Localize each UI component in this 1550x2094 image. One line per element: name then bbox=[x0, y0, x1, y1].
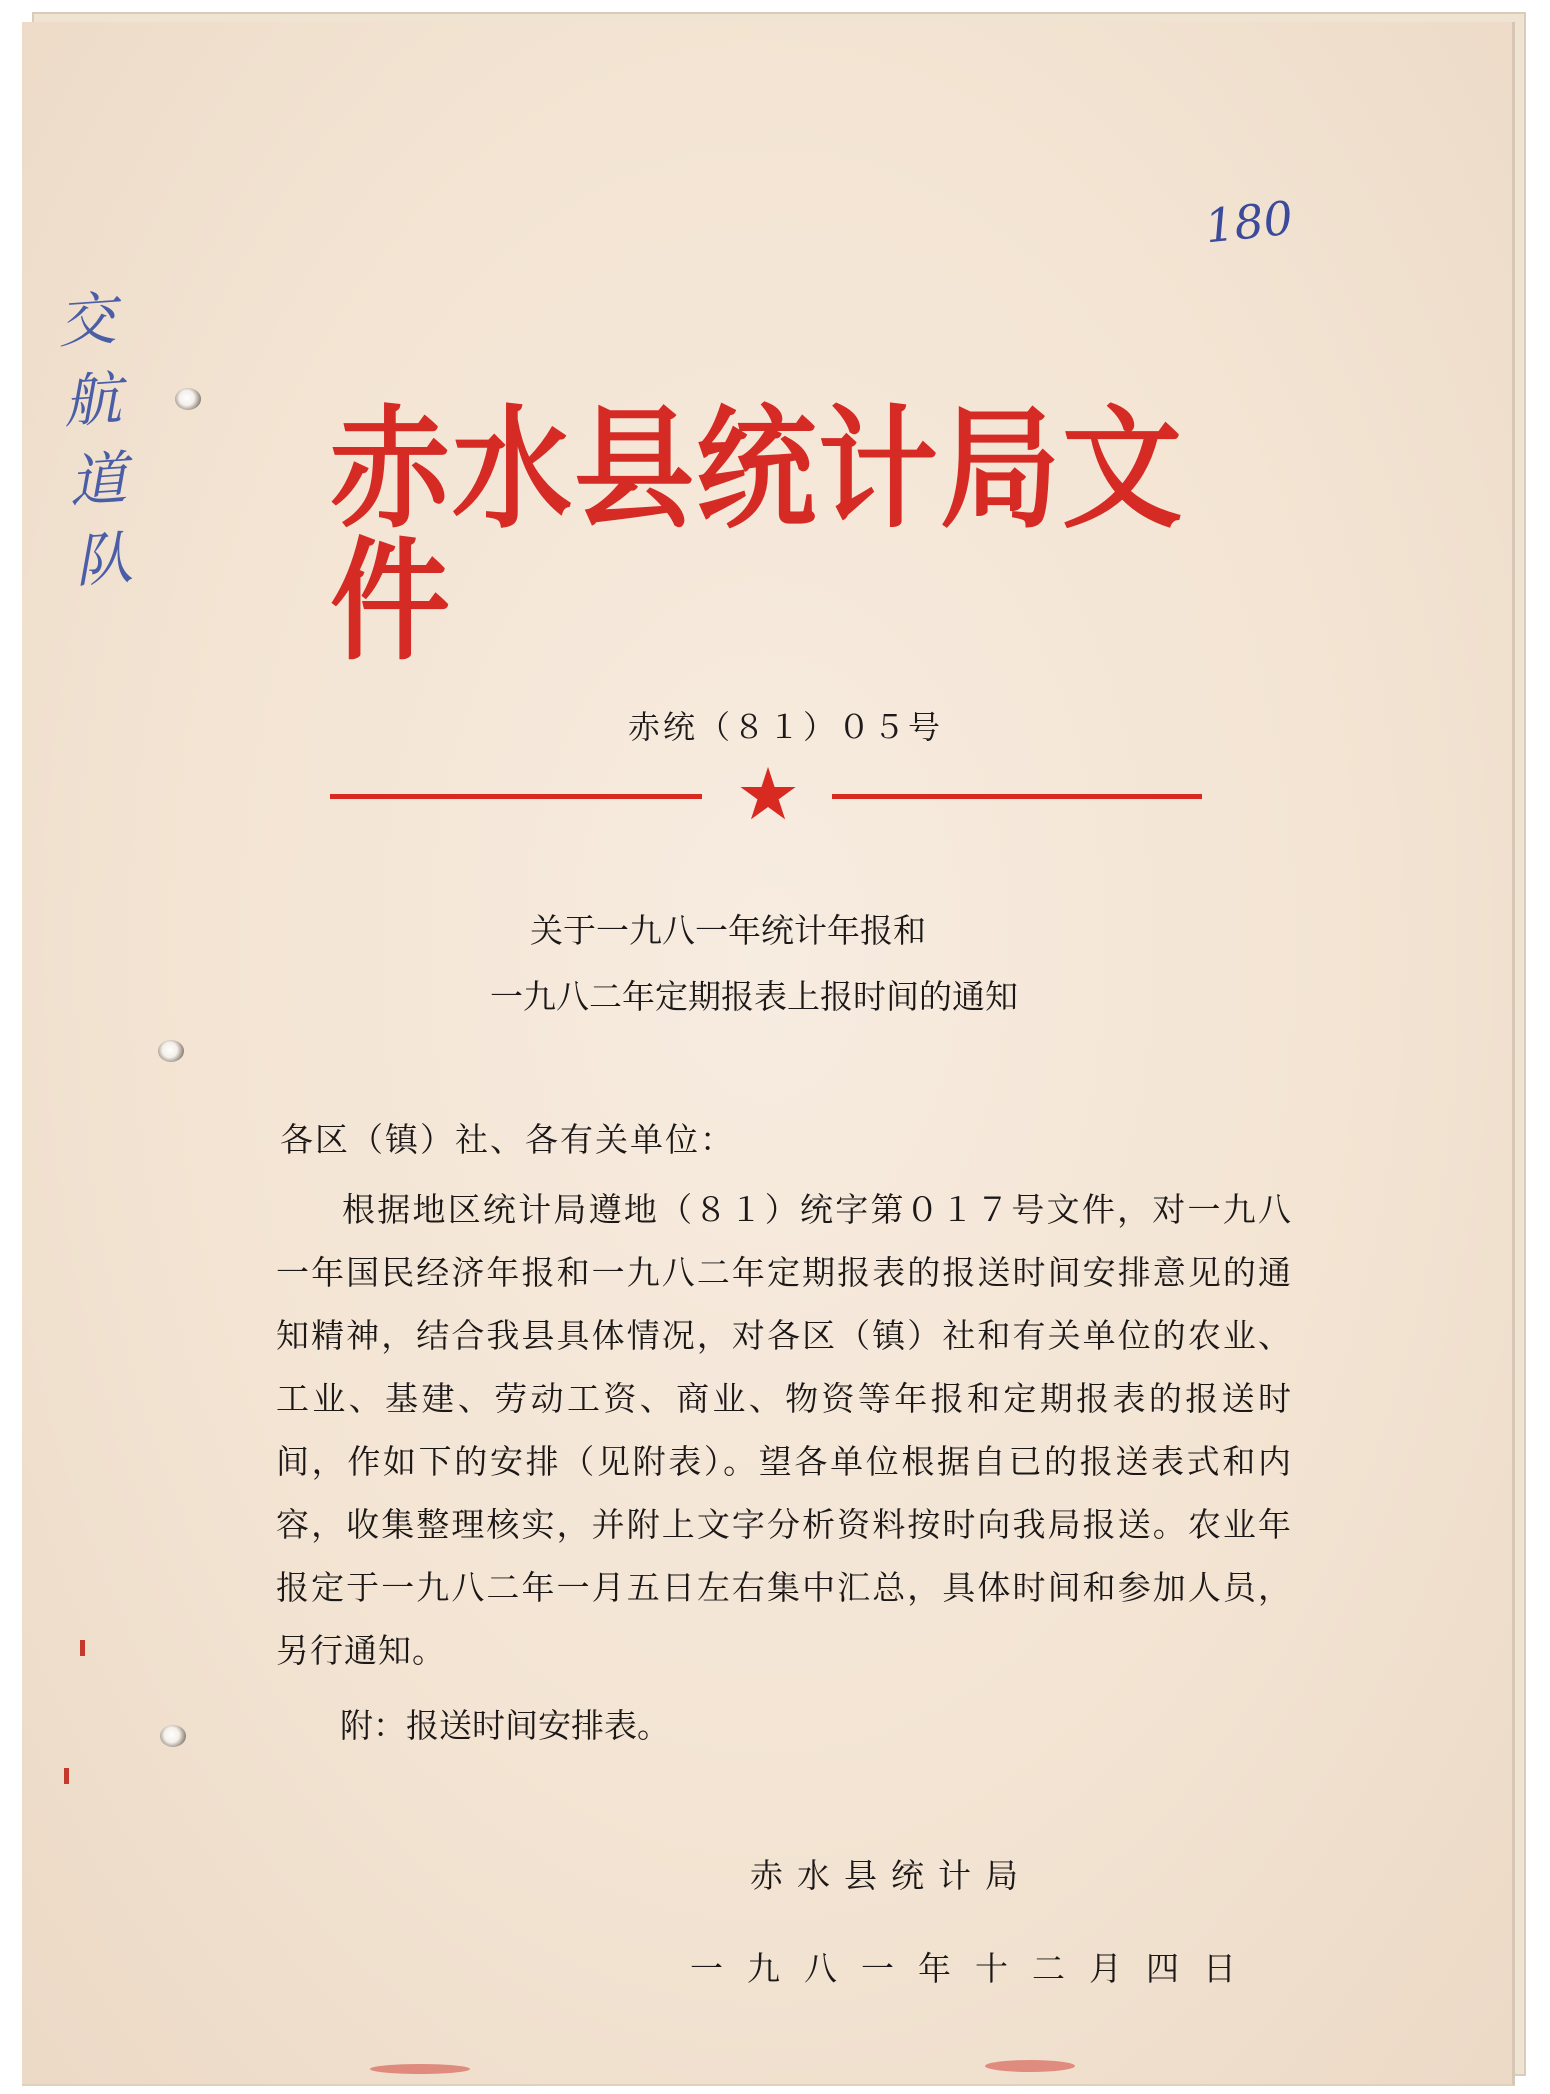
notice-subject bbox=[420, 898, 1120, 1030]
red-ink-stain bbox=[985, 2060, 1075, 2072]
letterhead-rule-right bbox=[832, 794, 1202, 799]
issuing-agency: 赤水县统计局 bbox=[750, 1856, 1032, 1895]
red-ink-speck bbox=[64, 1768, 69, 1784]
punch-hole bbox=[160, 1725, 186, 1747]
document-page bbox=[22, 22, 1515, 2086]
subject-line-1: 关于一九八一年统计年报和 bbox=[530, 911, 926, 950]
issue-date: 一九八一年十二月四日 bbox=[690, 1949, 1260, 1988]
addressee: 各区（镇）社、各有关单位： bbox=[280, 1120, 735, 1159]
red-ink-speck bbox=[80, 1640, 85, 1656]
letterhead-rule-left bbox=[330, 794, 702, 799]
handwritten-annotation: 交航道队 bbox=[55, 284, 135, 596]
letterhead-title: 赤水县统计局文件 bbox=[330, 394, 1184, 679]
subject-line-2: 一九八二年定期报表上报时间的通知 bbox=[490, 977, 1018, 1016]
punch-hole bbox=[175, 388, 201, 410]
handwritten-page-number: 180 bbox=[1202, 190, 1296, 254]
red-ink-stain bbox=[370, 2064, 470, 2074]
attachment-note: 附：报送时间安排表。 bbox=[340, 1706, 670, 1745]
red-star-icon: ★ bbox=[735, 752, 801, 836]
punch-hole bbox=[158, 1040, 184, 1062]
document-number: 赤统（８１）０５号 bbox=[628, 708, 944, 746]
notice-body: 根据地区统计局遵地（８１）统字第０１７号文件，对一九八一年国民经济年报和一九八二年定期报表的报送时间安排意见的通知精神，结合我县具体情况，对各区（镇）社和有关单位的农业、工业、基建、劳动工资、商业、物资等年报和定期报表的报送时间，作如下的安排（见附表）。望各单位根据自已的报送表式和内容，收集整理核实，并附上文字分析资料按时向我局报送。农业年报定于一九八二年一月五日左右集中汇总，具体时间和参加人员，另行通知。 bbox=[276, 1190, 1292, 1670]
